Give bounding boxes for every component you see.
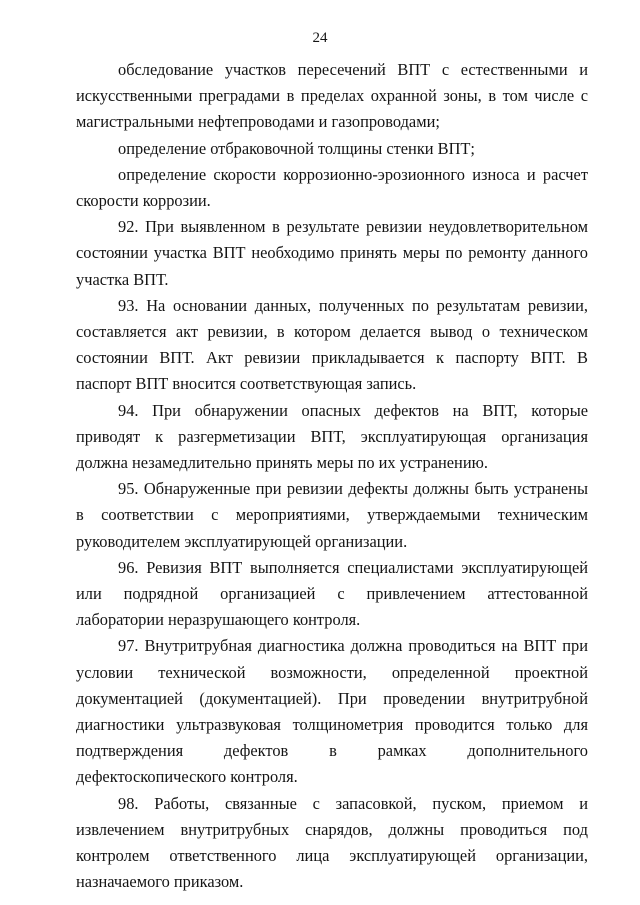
paragraph-survey-crossings: обследование участков пересечений ВПТ с естественными и искусственными преградами в пределах охранной зоны, в том числе с магистральными нефтепроводами и газопроводами; bbox=[76, 60, 588, 132]
paragraph-98: 98. Работы, связанные с запасовкой, пуском, приемом и извлечением внутритрубных снарядов, должны проводиться под контролем ответственного лица эксплуатирующей организации, назначаемого приказом. bbox=[76, 793, 588, 892]
paragraph-corrosion-rate: определение скорости коррозионно-эрозионного износа и расчет скорости коррозии. bbox=[76, 164, 588, 211]
page-number: 24 bbox=[312, 30, 328, 46]
paragraph-93: 93. На основании данных, полученных по результатам ревизии, составляется акт ревизии, в котором делается вывод о техническом состоянии ВПТ. Акт ревизии прикладывается к паспорту ВПТ. В паспорт ВПТ вносится соответствующая запись. bbox=[76, 295, 588, 394]
document-body bbox=[76, 57, 588, 896]
paragraph-95: 95. Обнаруженные при ревизии дефекты должны быть устранены в соответствии с мероприятиями, утверждаемыми техническим руководителем эксплуатирующей организации. bbox=[76, 479, 588, 551]
paragraph-96: 96. Ревизия ВПТ выполняется специалистами эксплуатирующей или подрядной организацией с привлечением аттестованной лаборатории неразрушающего контроля. bbox=[76, 557, 588, 630]
paragraph-94: 94. При обнаружении опасных дефектов на ВПТ, которые приводят к разгерметизации ВПТ, эксплуатирующая организация должна незамедлительно принять меры по их устранению. bbox=[76, 400, 588, 473]
paragraph-wall-thickness: определение отбраковочной толщины стенки ВПТ; bbox=[118, 138, 475, 158]
paragraph-92: 92. При выявленном в результате ревизии неудовлетворительном состоянии участка ВПТ необходимо принять меры по ремонту данного участка ВПТ. bbox=[76, 217, 588, 289]
paragraph-97: 97. Внутритрубная диагностика должна проводиться на ВПТ при условии технической возможности, определенной проектной документацией (документацией). При проведении внутритрубной диагностики ультразвуковая толщинометрия проводится только для подтверждения дефектов в рамках дополнительного дефектоскопического контроля. bbox=[76, 636, 588, 787]
